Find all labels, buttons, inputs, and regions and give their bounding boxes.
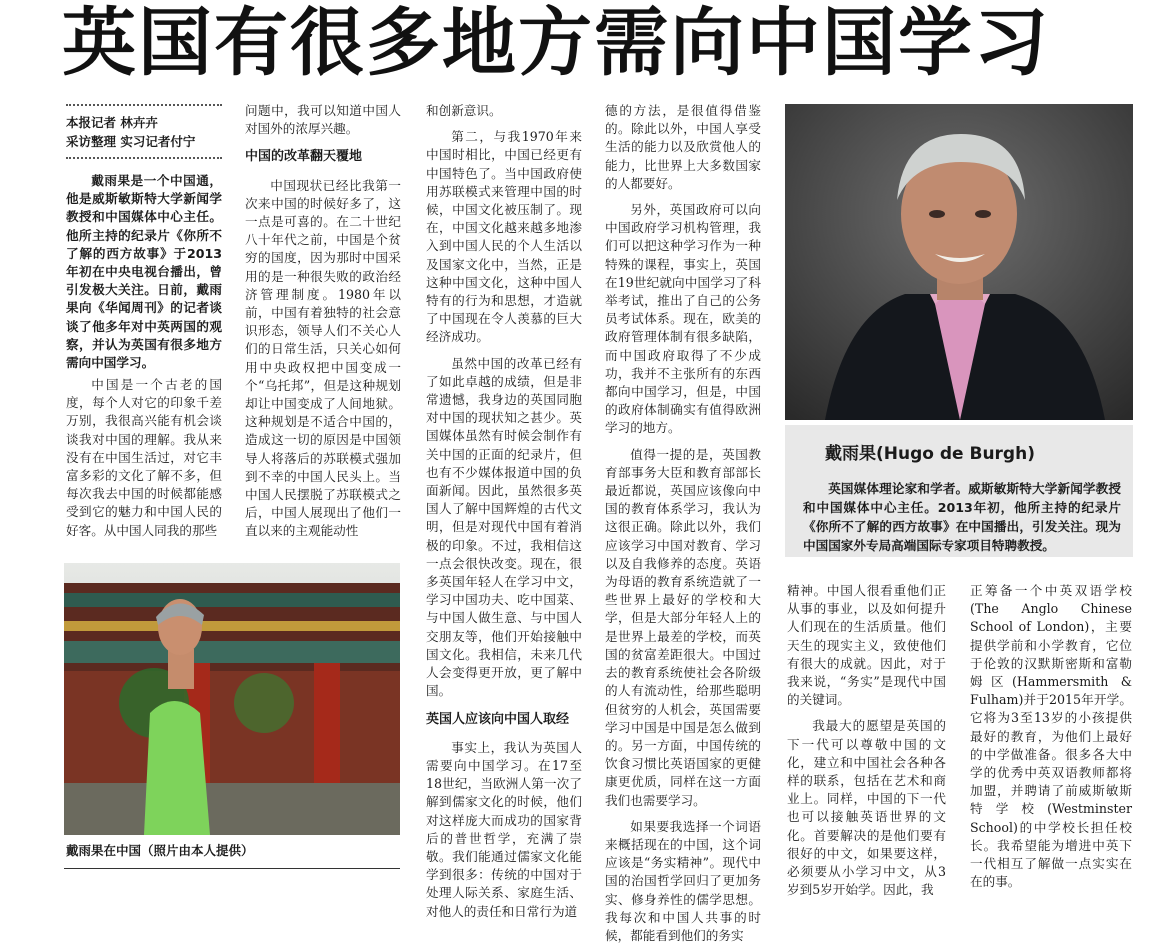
portrait-photo-image: [785, 104, 1133, 420]
byline-top-rule: [66, 104, 222, 106]
byline-editor: 采访整理 实习记者付宁: [66, 134, 196, 149]
col4-paragraph-1: 另外，英国政府可以向中国政府学习机构管理，我们可以把这种学习作为一种特殊的课程，事实上，英国在19世纪就向中国学习了科举考试，推出了自己的公务员考试体系。现在，欧美的政府管理体制有很多缺陷，而中国政府取得了不少成功，我并不主张所有的东西都向中国学习，但是，中国的政府体制确实有值得欧洲学习的地方。: [605, 202, 761, 436]
portrait-photo: [785, 104, 1133, 420]
photo-in-china-caption: 戴雨果在中国（照片由本人提供）: [66, 843, 254, 858]
photo-in-china: [64, 563, 400, 835]
column-1: [66, 376, 222, 538]
col3-paragraph-3: 事实上，我认为英国人需要向中国学习。在17至18世纪，当欧洲人第一次了解到儒家文化的时候，他们对这样庞大而成功的国家背后的普世哲学，充满了崇敬。我们能通过儒家文化能学到很多：传统的中国对于处理人际关系、家庭生活、对他人的责任和日常行为道: [426, 739, 582, 919]
intro-text: 戴雨果是一个中国通，他是威斯敏斯特大学新闻学教授和中国媒体中心主任。他所主持的纪录片《你所不了解的西方故事》于2013年初在中央电视台播出，曾引发极大关注。日前，戴雨果向《华闻周刊》的记者谈谈了他多年对中英两国的观察，并认为英国有很多地方需向中国学习。: [66, 173, 222, 371]
col5-paragraph-0: 精神。中国人很看重他们正从事的事业，以及如何提升人们现在的生活质量。他们天生的现实主义，致使他们有很大的成就。因此，对于我来说，“务实”是现代中国的关键词。: [787, 583, 946, 708]
caption-rule: [64, 868, 400, 869]
column-6: [970, 582, 1132, 890]
column-3: [426, 102, 582, 919]
col4-paragraph-3: 如果要我选择一个词语来概括现在的中国，这个词应该是“务实精神”。现代中国的治国哲学回归了更加务实、修身养性的儒学思想。我每次和中国人共事的时候，都能看到他们的务实: [605, 818, 761, 943]
col4-paragraph-0: 德的方法，是很值得借鉴的。除此以外，中国人享受生活的能力以及欣赏他人的能力，比世界上大多数国家的人都要好。: [605, 103, 761, 191]
col4-paragraph-2: 值得一提的是，英国教育部事务大臣和教育部部长最近都说，英国应该像向中国的教育体系学习，我认为这很正确。除此以外，我们应该学习中国对教育、学习以及自我修养的态度。英语为母语的教育系统造就了一些世界上最好的学校和大学，但是大部分年轻人上的是世界上最差的学校，而英国的贫富差距很大。中国过去的教育系统使社会各阶级的人有流动性，给那些聪明但贫穷的人机会，英国需要学习中国是中国是怎么做到的。另一方面，中国传统的饮食习惯比英语国家的更健康更优质，同样在这一方面我们也需要学习。: [605, 446, 761, 808]
col2-paragraph-0: 问题中，我可以知道中国人对国外的浓厚兴趣。: [245, 103, 401, 137]
col3-paragraph-2: 虽然中国的改革已经有了如此卓越的成绩，但是非常遗憾，我身边的英国同胞对中国的现状知之甚少。英国媒体虽然有时候会制作有关中国的正面的纪录片，但也有不少媒体报道中国的负面新闻。因此，虽然很多英国人了解中国辉煌的古代文明，但是对现代中国有着消极的印象。不过，我相信这一点会很快改变。现在，很多英国年轻人在学习中文，学习中国功夫、吃中国菜、与中国人做生意、与中国人交朋友等，他们开始接触中国文化。我相信，未来几代人会变得更开放，更了解中国。: [426, 355, 582, 699]
subheading-learn-from-china: 英国人应该向中国人取经: [426, 711, 570, 727]
col3-paragraph-1: 第二，与我1970年来中国时相比，中国已经更有中国特色了。当中国政府使用苏联模式来管理中国的时候，中国文化被压制了。现在，中国文化越来越多地渗入到中国人民的个人生活以及国家文化中，当然，正是这种中国文化，这种中国人特有的行为和思想，才造就了中国现在令人羡慕的巨大经济成功。: [426, 129, 582, 345]
col2-paragraph-1: 中国现状已经比我第一次来中国的时候好多了，这一点是可喜的。在二十世纪八十年代之前，中国是个贫穷的国度，因为那时中国采用的是一种很失败的政治经济管理制度。1980年以前，中国有着独特的社会意识形态，领导人们不关心人们的日常生活，只关心如何用中央政权把中国变成一个“乌托邦”，但是这种规划却让中国变成了人间地狱。这种规划是不适合中国的，造成这一切的原因是中国领导人将落后的苏联模式强加到不幸的中国人民头上。当中国人民摆脱了苏联模式之后，中国人展现出了他们一直以来的主观能动性: [245, 177, 401, 539]
byline-bottom-rule: [66, 157, 222, 159]
col5-paragraph-1: 我最大的愿望是英国的下一代可以尊敬中国的文化，建立和中国社会各种各样的联系，包括在艺术和商业上。同样，中国的下一代也可以接触英语世界的文化。首要解决的是他们要有很好的中文，如果要这样，必须要从小学习中文，从3岁到5岁开始学。因此，我: [787, 718, 946, 898]
photo-in-china-image: [64, 563, 400, 835]
byline-reporter: 本报记者 林卉卉: [66, 115, 158, 130]
bio-text: 英国媒体理论家和学者。威斯敏斯特大学新闻学教授和中国媒体中心主任。2013年初，他所主持的纪录片《你所不了解的西方故事》在中国播出，引发关注。现为中国国家外专局高端国际专家项目特聘教授。: [803, 481, 1121, 553]
column-2: [245, 102, 401, 539]
bio-box: [785, 425, 1133, 557]
intro-paragraph: [66, 172, 222, 371]
headline: 英国有很多地方需向中国学习: [62, 0, 1050, 86]
column-5: [787, 582, 946, 898]
col1-paragraph: 中国是一个古老的国度，每个人对它的印象千差万别，我很高兴能有机会谈谈我对中国的理解。我从来没有在中国生活过，对它丰富多彩的文化了解不多，但每次我去中国的时候都能感受到它的魅力和中国人民的好客。从中国人同我的那些: [66, 377, 222, 538]
bio-name: 戴雨果(Hugo de Burgh): [825, 444, 1035, 464]
column-4: [605, 102, 761, 943]
col6-paragraph-0: 正筹备一个中英双语学校(The Anglo Chinese School of London)，主要提供学前和小学教育，它位于伦敦的汉默斯密斯和富勒姆区(Hammersmith & Fulham)并于2015年开学。它将为3至13岁的小孩提供最好的教育，为他们上最好的中学做准备。很多各大中学的优秀中英双语教师都将加盟，并聘请了前威斯敏斯特学校(Westminster School)的中学校长担任校长。我希望能为增进中英下一代相互了解做一点实实在在的事。: [970, 583, 1132, 890]
subheading-reform: 中国的改革翻天覆地: [245, 149, 363, 165]
col3-paragraph-0: 和创新意识。: [426, 103, 502, 118]
byline: [66, 113, 226, 151]
